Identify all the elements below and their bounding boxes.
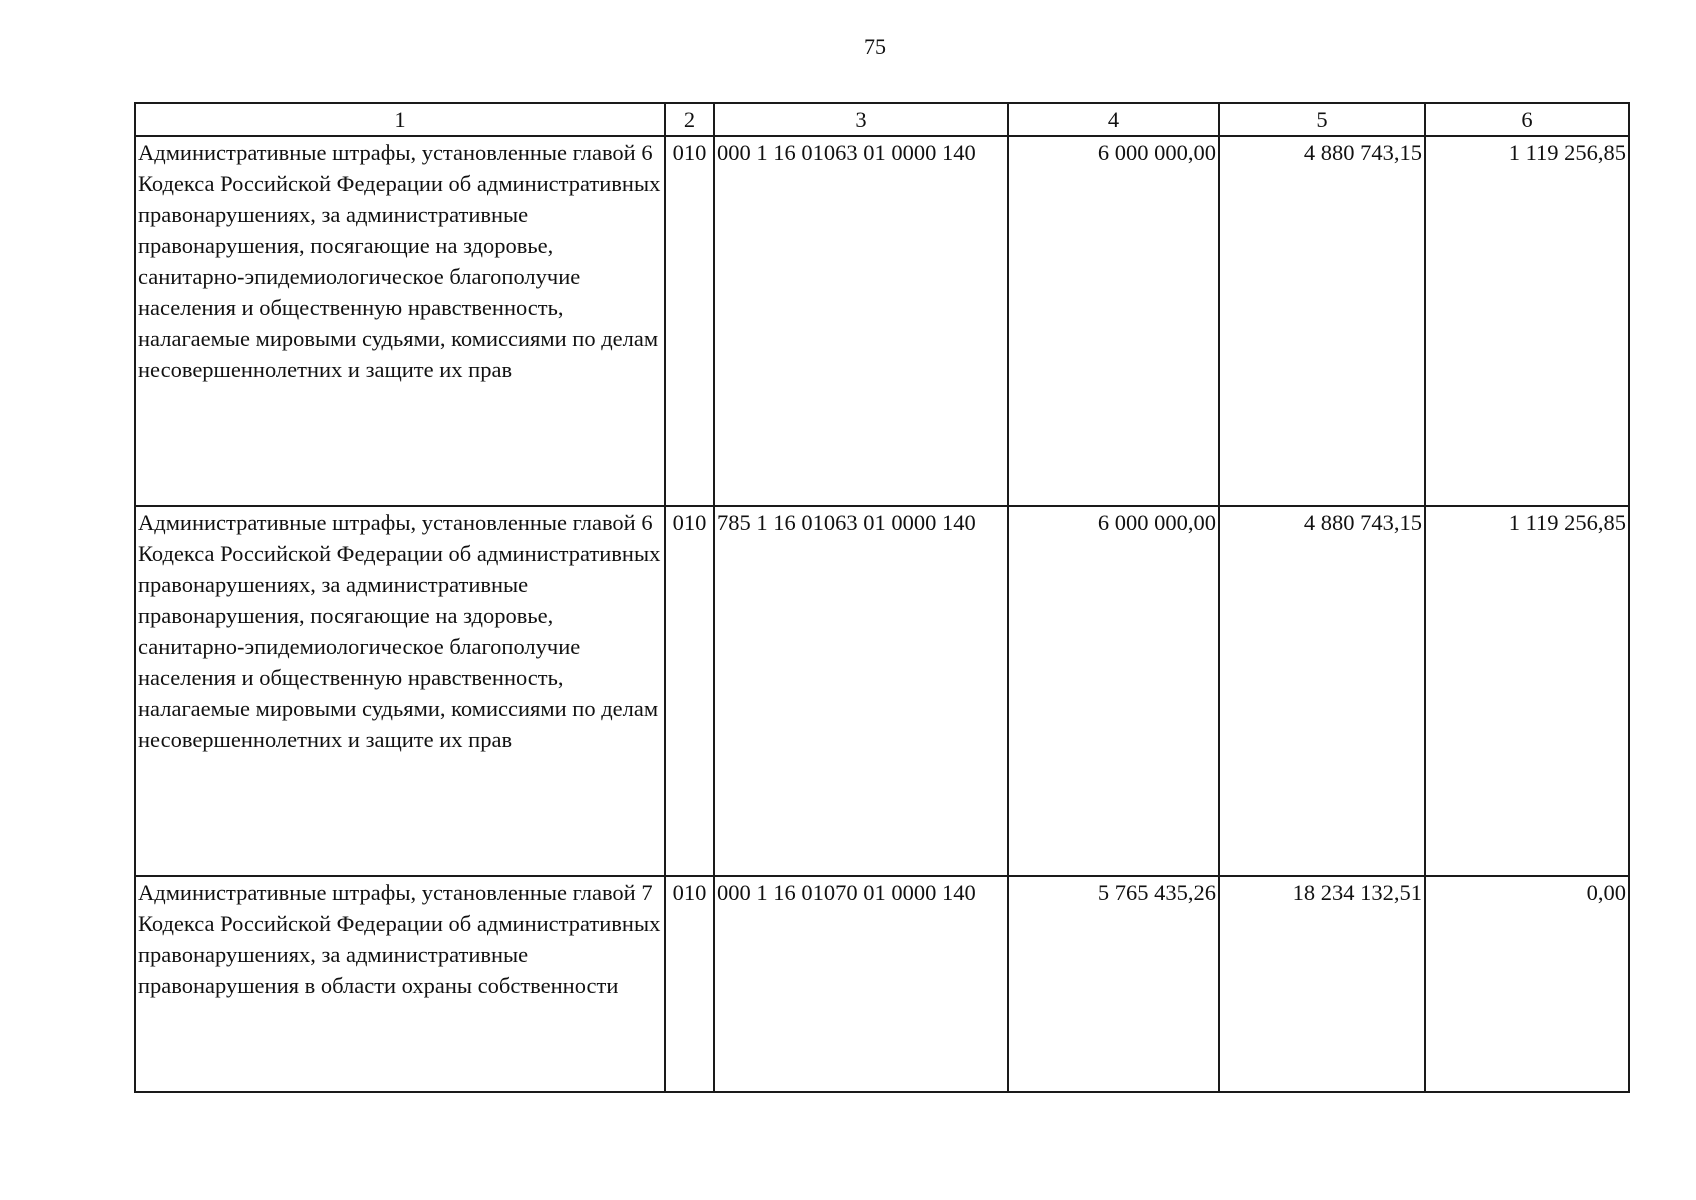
column-header-1: 1: [135, 103, 665, 136]
income-name-cell: Административные штрафы, установленные главой 7 Кодекса Российской Федерации об административных правонарушениях, за административные правонарушения в области охраны собственности: [135, 876, 665, 1092]
table-row: [135, 506, 1629, 876]
page-number: 75: [864, 34, 886, 59]
unexecuted-amount-cell: 1 119 256,85: [1425, 506, 1629, 876]
income-name-cell: Административные штрафы, установленные главой 6 Кодекса Российской Федерации об административных правонарушениях, за административные правонарушения, посягающие на здоровье, санитарно-эпидемиологическое благополучие населения и общественную нравственность, налагаемые мировыми судьями, комиссиями по делам несовершеннолетних и защите их прав: [135, 136, 665, 506]
executed-amount-cell: 4 880 743,15: [1219, 506, 1425, 876]
column-header-5: 5: [1219, 103, 1425, 136]
column-header-3: 3: [714, 103, 1008, 136]
income-code-cell: 785 1 16 01063 01 0000 140: [714, 506, 1008, 876]
column-number-row: [135, 103, 1629, 136]
approved-amount-cell: 6 000 000,00: [1008, 136, 1219, 506]
income-table: [134, 102, 1630, 1093]
line-code-cell: 010: [665, 136, 714, 506]
column-header-4: 4: [1008, 103, 1219, 136]
unexecuted-amount-cell: 0,00: [1425, 876, 1629, 1092]
line-code-cell: 010: [665, 506, 714, 876]
income-code-cell: 000 1 16 01070 01 0000 140: [714, 876, 1008, 1092]
executed-amount-cell: 4 880 743,15: [1219, 136, 1425, 506]
income-name-cell: Административные штрафы, установленные главой 6 Кодекса Российской Федерации об административных правонарушениях, за административные правонарушения, посягающие на здоровье, санитарно-эпидемиологическое благополучие населения и общественную нравственность, налагаемые мировыми судьями, комиссиями по делам несовершеннолетних и защите их прав: [135, 506, 665, 876]
executed-amount-cell: 18 234 132,51: [1219, 876, 1425, 1092]
unexecuted-amount-cell: 1 119 256,85: [1425, 136, 1629, 506]
column-header-2: 2: [665, 103, 714, 136]
table-row: [135, 876, 1629, 1092]
line-code-cell: 010: [665, 876, 714, 1092]
column-header-6: 6: [1425, 103, 1629, 136]
income-code-cell: 000 1 16 01063 01 0000 140: [714, 136, 1008, 506]
approved-amount-cell: 6 000 000,00: [1008, 506, 1219, 876]
table-row: [135, 136, 1629, 506]
approved-amount-cell: 5 765 435,26: [1008, 876, 1219, 1092]
